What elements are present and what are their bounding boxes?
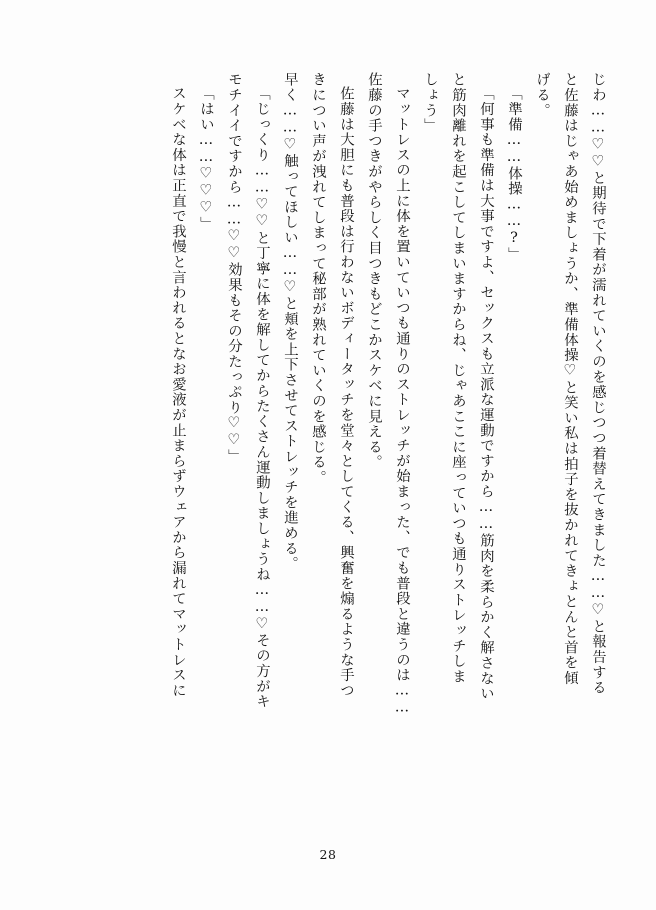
page-number: 28	[319, 847, 337, 862]
text-line: モチイイですから……♡♡効果もその分たっぷり♡♡」	[226, 72, 242, 465]
text-line: じわ……♡♡と期待で下着が濡れていくのを感じつつ着替えてきました……♡と報告する	[590, 72, 606, 696]
text-line: しょう」	[422, 72, 438, 134]
text-line: スケベな体は正直で我慢と言われるとなお愛液が止まらずウェアから漏れてマットレスに	[170, 86, 186, 698]
text-line: 佐藤の手つきがやらしく目つきもどこかスケベに見える。	[366, 72, 382, 470]
text-line: 「はい……♡♡♡」	[198, 86, 214, 232]
text-line: 「何事も準備は大事ですよ、セックスも立派な運動ですから……筋肉を柔らかく解さない	[478, 86, 494, 702]
vertical-text-body	[44, 72, 612, 832]
text-line: 佐藤は大胆にも普段は行わないボディータッチを堂々としてくる、興奮を煽るような手つ	[338, 86, 354, 698]
text-line: 「じっくり……♡♡と丁寧に体を解してからたくさん運動しましょうね……♡その方がキ	[254, 86, 270, 710]
text-line: きについ声が洩れてしまって秘部が熟れていくのを感じる。	[310, 72, 326, 486]
text-line: 早く……♡触ってほしい……♡と頬を上下させてストレッチを進める。	[282, 72, 298, 572]
text-line: と佐藤はじゃあ始めましょうか、準備体操♡と笑い私は拍子を抜かれてきょとんと首を傾	[562, 72, 578, 686]
text-line: マットレスの上に体を置いていつも通りのストレッチが始まった、でも普段と違うのは……	[394, 86, 410, 717]
text-line: げる。	[534, 72, 550, 118]
text-line: と筋肉離れを起こしてしまいますからね、じゃあここに座っていつも通りストレッチしま	[450, 72, 466, 684]
text-line: 「準備……体操……?」	[506, 86, 522, 263]
